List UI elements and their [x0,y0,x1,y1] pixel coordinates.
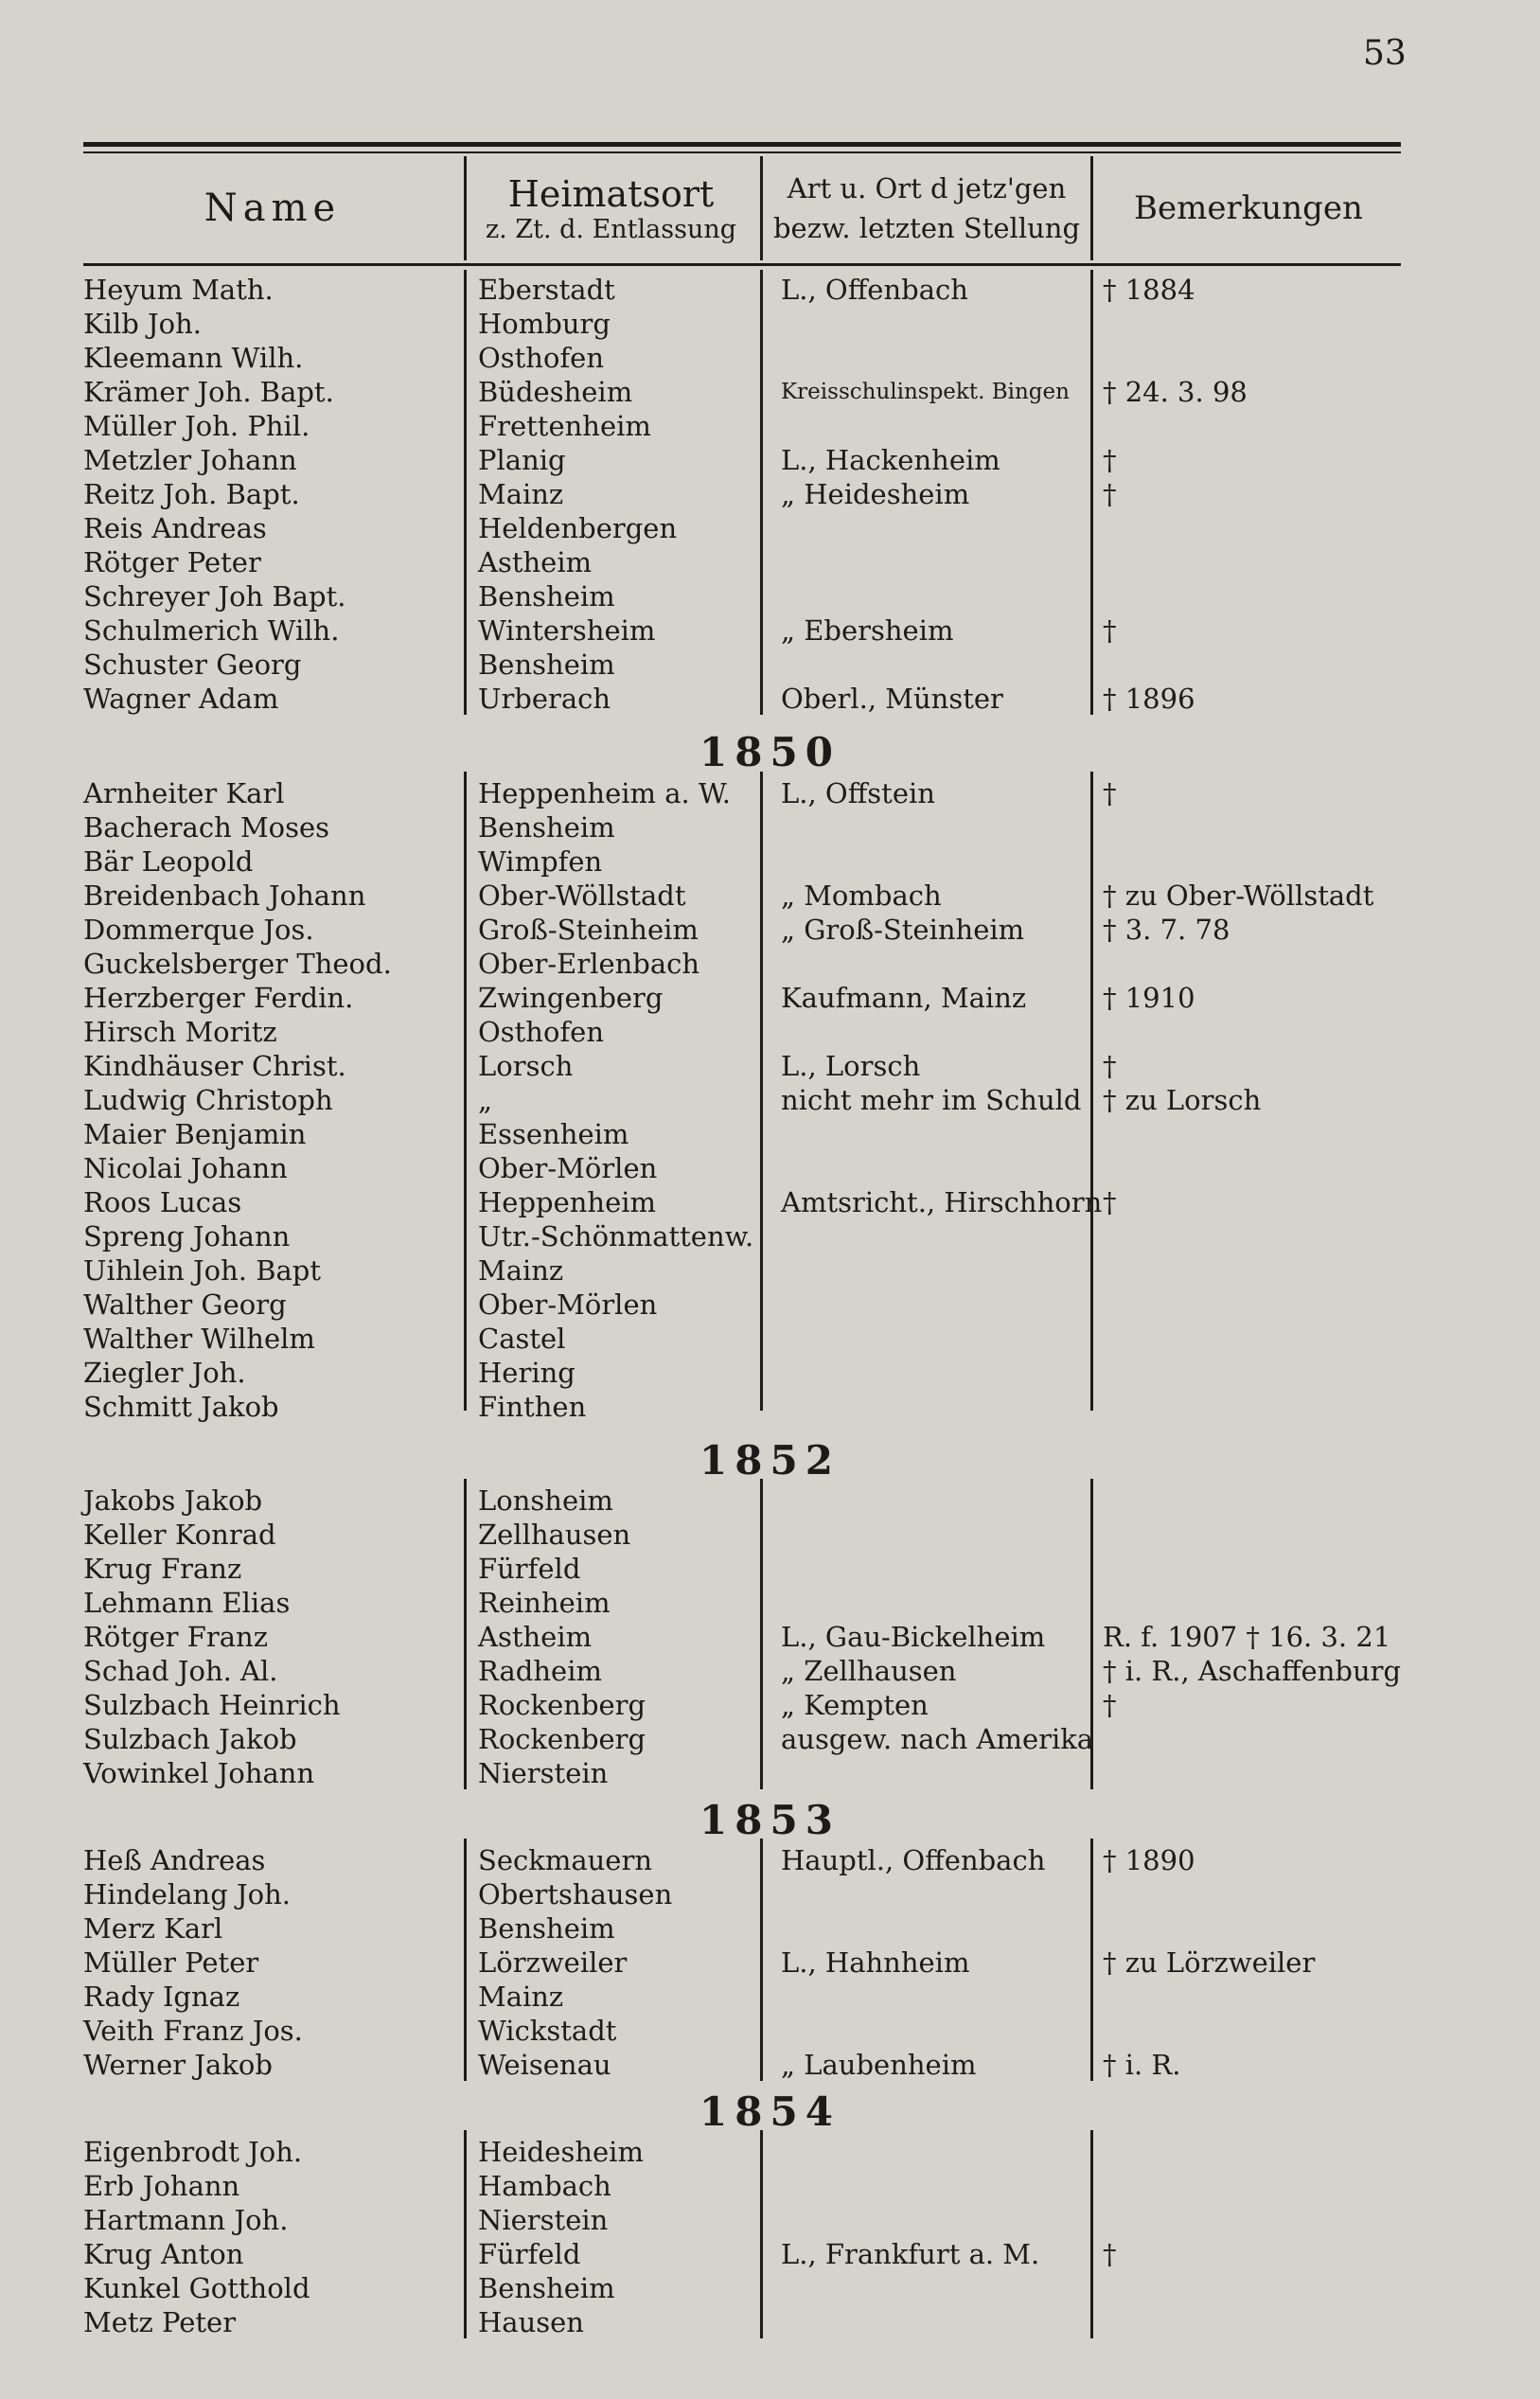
cell-position: Oberl., Münster [781,683,1003,715]
cell-name: Schmitt Jakob [83,1391,279,1423]
cell-home: Homburg [478,308,611,340]
cell-home: Rockenberg [478,1689,646,1721]
column-header-position-line1: Art u. Ort d jetz'gen [787,172,1067,204]
cell-home: Obertshausen [478,1878,673,1910]
cell-name: Walther Georg [83,1288,287,1321]
cell-name: Rötger Franz [83,1621,268,1653]
cell-name: Rady Ignaz [83,1981,240,2013]
column-header-position-line2: bezw. letzten Stellung [772,212,1081,244]
cell-name: Herzberger Ferdin. [83,982,354,1014]
column-divider [464,156,467,260]
table-row [0,477,1540,511]
table-row [0,1552,1540,1586]
cell-home: Finthen [478,1391,587,1423]
column-divider [1090,156,1093,260]
cell-home: Hering [478,1357,575,1389]
table-row [0,2271,1540,2305]
cell-home: Ober-Mörlen [478,1288,658,1321]
cell-position: Kaufmann, Mainz [781,982,1027,1014]
cell-name: Metzler Johann [83,444,297,476]
cell-home: Reinheim [478,1587,611,1619]
table-row [0,1015,1540,1049]
cell-name: Hartmann Joh. [83,2204,289,2236]
table-row [0,2135,1540,2169]
table-row [0,913,1540,947]
cell-name: Lehmann Elias [83,1587,291,1619]
cell-home: Lörzweiler [478,1946,628,1979]
cell-position: nicht mehr im Schuld [781,1084,1082,1116]
cell-name: Reis Andreas [83,512,267,544]
cell-home: Wickstadt [478,2015,617,2047]
cell-position: L., Gau-Bickelheim [781,1621,1046,1653]
cell-name: Sulzbach Jakob [83,1723,297,1755]
cell-home: Nierstein [478,1757,609,1789]
table-row [0,1356,1540,1390]
table-row [0,1843,1540,1877]
cell-position: „ Ebersheim [781,614,954,647]
table-row [0,579,1540,613]
cell-name: Müller Peter [83,1946,259,1979]
table-row [0,2169,1540,2203]
cell-home: Heidesheim [478,2136,644,2168]
cell-name: Merz Karl [83,1912,223,1945]
year-heading: 1853 [699,1797,841,1843]
cell-position: ausgew. nach Amerika [781,1723,1094,1755]
cell-name: Uihlein Joh. Bapt [83,1254,322,1287]
column-header-remarks-label: Bemerkungen [1134,189,1363,227]
table-row [0,2048,1540,2082]
cell-home: Büdesheim [478,376,633,408]
cell-name: Schreyer Joh Bapt. [83,580,346,613]
cell-home: Heldenbergen [478,512,678,544]
cell-name: Rötger Peter [83,546,261,578]
table-row [0,1654,1540,1688]
table-row [0,1586,1540,1620]
cell-remark: † 1884 [1103,274,1195,306]
cell-name: Hirsch Moritz [83,1016,277,1048]
table-row [0,1253,1540,1288]
cell-home: Mainz [478,1254,564,1287]
cell-name: Kleemann Wilh. [83,342,304,374]
cell-home: Radheim [478,1655,602,1687]
table-row [0,1219,1540,1253]
table-row [0,1518,1540,1552]
table-row [0,1911,1540,1946]
year-heading: 1852 [699,1437,841,1484]
table-row [0,1185,1540,1219]
cell-name: Bär Leopold [83,845,254,878]
header-rule-top-thin [83,151,1401,153]
cell-name: Hindelang Joh. [83,1878,291,1910]
cell-home: Utr.-Schönmattenw. [478,1220,754,1253]
cell-name: Arnheiter Karl [83,777,285,809]
cell-position: L., Lorsch [781,1050,921,1082]
cell-remark: R. f. 1907 † 16. 3. 21 [1103,1621,1391,1653]
cell-home: Osthofen [478,1016,605,1048]
cell-home: Mainz [478,1981,564,2013]
cell-remark: † [1103,1050,1117,1082]
cell-remark: † [1103,1689,1117,1721]
cell-position: Hauptl., Offenbach [781,1844,1046,1876]
table-row [0,511,1540,545]
cell-home: Castel [478,1323,566,1355]
cell-name: Kilb Joh. [83,308,202,340]
cell-remark: † 1910 [1103,982,1195,1014]
cell-name: Nicolai Johann [83,1152,288,1184]
cell-name: Reitz Joh. Bapt. [83,478,300,510]
cell-name: Guckelsberger Theod. [83,948,392,980]
table-row [0,341,1540,375]
table-row [0,1980,1540,2014]
cell-home: Bensheim [478,649,615,681]
table-row [0,443,1540,477]
header-rule-top [83,142,1401,147]
cell-home: Lonsheim [478,1484,613,1517]
table-row [0,879,1540,913]
year-heading: 1854 [699,2088,841,2135]
cell-position: L., Hackenheim [781,444,1000,476]
cell-home: Bensheim [478,1912,615,1945]
cell-home: Zwingenberg [478,982,664,1014]
table-row [0,1083,1540,1117]
cell-name: Roos Lucas [83,1186,242,1218]
table-row [0,1390,1540,1424]
column-divider [760,156,763,260]
cell-home: Bensheim [478,811,615,844]
cell-name: Jakobs Jakob [83,1484,263,1517]
cell-home: Bensheim [478,2272,615,2304]
column-header-name [83,156,462,260]
table-row [0,1688,1540,1722]
table-row [0,1288,1540,1322]
table-row [0,1117,1540,1151]
table-row [0,409,1540,443]
cell-name: Ludwig Christoph [83,1084,333,1116]
cell-position: L., Offstein [781,777,935,809]
table-row [0,1946,1540,1980]
table-row [0,1756,1540,1790]
table-row [0,947,1540,981]
page-number: 53 [1363,34,1407,73]
table-row [0,2305,1540,2339]
table-row [0,375,1540,409]
table-row [0,1620,1540,1654]
cell-name: Metz Peter [83,2306,237,2338]
cell-remark: † i. R., Aschaffenburg [1103,1655,1402,1687]
cell-name: Krug Franz [83,1553,242,1585]
cell-home: Eberstadt [478,274,615,306]
column-header-home [467,156,755,260]
cell-home: Ober-Wöllstadt [478,880,686,912]
table-row [0,981,1540,1015]
cell-position: Amtsricht., Hirschhorn [781,1186,1103,1218]
cell-position: L., Offenbach [781,274,968,306]
cell-home: Rockenberg [478,1723,646,1755]
cell-name: Schulmerich Wilh. [83,614,340,647]
table-row [0,648,1540,682]
cell-home: Nierstein [478,2204,609,2236]
column-header-home-line2: z. Zt. d. Entlassung [485,214,737,244]
cell-name: Maier Benjamin [83,1118,307,1150]
cell-name: Wagner Adam [83,683,279,715]
table-row [0,307,1540,341]
cell-name: Keller Konrad [83,1519,276,1551]
cell-remark: † zu Lorsch [1103,1084,1262,1116]
cell-home: Seckmauern [478,1844,653,1876]
cell-name: Kunkel Gotthold [83,2272,310,2304]
cell-name: Schad Joh. Al. [83,1655,278,1687]
cell-name: Dommerque Jos. [83,914,314,946]
cell-remark: † [1103,444,1117,476]
cell-home: Wintersheim [478,614,656,647]
cell-position: „ Groß-Steinheim [781,914,1025,946]
cell-name: Sulzbach Heinrich [83,1689,341,1721]
cell-name: Breidenbach Johann [83,880,366,912]
cell-home: Weisenau [478,2049,611,2081]
cell-home: Hausen [478,2306,584,2338]
cell-remark: † i. R. [1103,2049,1181,2081]
cell-home: Mainz [478,478,564,510]
table-row [0,682,1540,716]
cell-home: Fürfeld [478,2238,581,2270]
table-row [0,273,1540,307]
table-row [0,613,1540,648]
cell-name: Müller Joh. Phil. [83,410,310,442]
cell-name: Heyum Math. [83,274,274,306]
table-row [0,1722,1540,1756]
table-row [0,810,1540,844]
cell-remark: † [1103,2238,1117,2270]
cell-name: Eigenbrodt Joh. [83,2136,303,2168]
cell-home: „ [478,1084,493,1116]
table-row [0,776,1540,810]
cell-position: Kreisschulinspekt. Bingen [781,380,1070,404]
cell-home: Essenheim [478,1118,629,1150]
cell-home: Astheim [478,1621,593,1653]
cell-home: Frettenheim [478,410,651,442]
cell-remark: † [1103,614,1117,647]
cell-name: Krug Anton [83,2238,244,2270]
cell-name: Bacherach Moses [83,811,330,844]
column-header-position [765,156,1089,260]
cell-remark: † 24. 3. 98 [1103,376,1248,408]
table-row [0,2014,1540,2048]
cell-name: Werner Jakob [83,2049,273,2081]
cell-name: Heß Andreas [83,1844,266,1876]
column-header-name-label: Name [204,187,342,230]
cell-home: Groß-Steinheim [478,914,699,946]
cell-remark: † 3. 7. 78 [1103,914,1230,946]
table-row [0,1322,1540,1356]
cell-home: Heppenheim a. W. [478,777,731,809]
table-row [0,2237,1540,2271]
cell-remark: † [1103,777,1117,809]
table-row [0,1151,1540,1185]
cell-remark: † 1896 [1103,683,1195,715]
cell-position: „ Zellhausen [781,1655,957,1687]
cell-home: Lorsch [478,1050,574,1082]
table-row [0,2203,1540,2237]
cell-name: Krämer Joh. Bapt. [83,376,334,408]
cell-position: „ Laubenheim [781,2049,977,2081]
cell-name: Kindhäuser Christ. [83,1050,346,1082]
cell-home: Ober-Mörlen [478,1152,658,1184]
cell-position: „ Kempten [781,1689,929,1721]
cell-home: Ober-Erlenbach [478,948,700,980]
cell-remark: † [1103,478,1117,510]
column-header-remarks [1096,156,1401,260]
table-row [0,1484,1540,1518]
cell-home: Astheim [478,546,593,578]
cell-position: „ Mombach [781,880,942,912]
cell-position: „ Heidesheim [781,478,970,510]
table-row [0,1877,1540,1911]
cell-remark: † zu Lörzweiler [1103,1946,1316,1979]
header-rule-bottom [83,263,1401,266]
cell-home: Wimpfen [478,845,603,878]
cell-position: L., Frankfurt a. M. [781,2238,1040,2270]
cell-home: Hambach [478,2170,611,2202]
table-row [0,1049,1540,1083]
cell-name: Ziegler Joh. [83,1357,246,1389]
cell-name: Spreng Johann [83,1220,291,1253]
cell-home: Heppenheim [478,1186,657,1218]
cell-remark: † [1103,1186,1117,1218]
table-row [0,545,1540,579]
cell-home: Urberach [478,683,611,715]
cell-name: Veith Franz Jos. [83,2015,303,2047]
cell-home: Fürfeld [478,1553,581,1585]
cell-home: Bensheim [478,580,615,613]
column-header-home-line1: Heimatsort [507,172,715,215]
cell-name: Vowinkel Johann [83,1757,315,1789]
cell-name: Schuster Georg [83,649,302,681]
cell-name: Erb Johann [83,2170,240,2202]
cell-name: Walther Wilhelm [83,1323,315,1355]
cell-home: Planig [478,444,566,476]
cell-home: Osthofen [478,342,605,374]
table-row [0,844,1540,879]
year-heading: 1850 [699,729,841,775]
cell-remark: † zu Ober-Wöllstadt [1103,880,1374,912]
cell-position: L., Hahnheim [781,1946,970,1979]
cell-home: Zellhausen [478,1519,631,1551]
cell-remark: † 1890 [1103,1844,1195,1876]
